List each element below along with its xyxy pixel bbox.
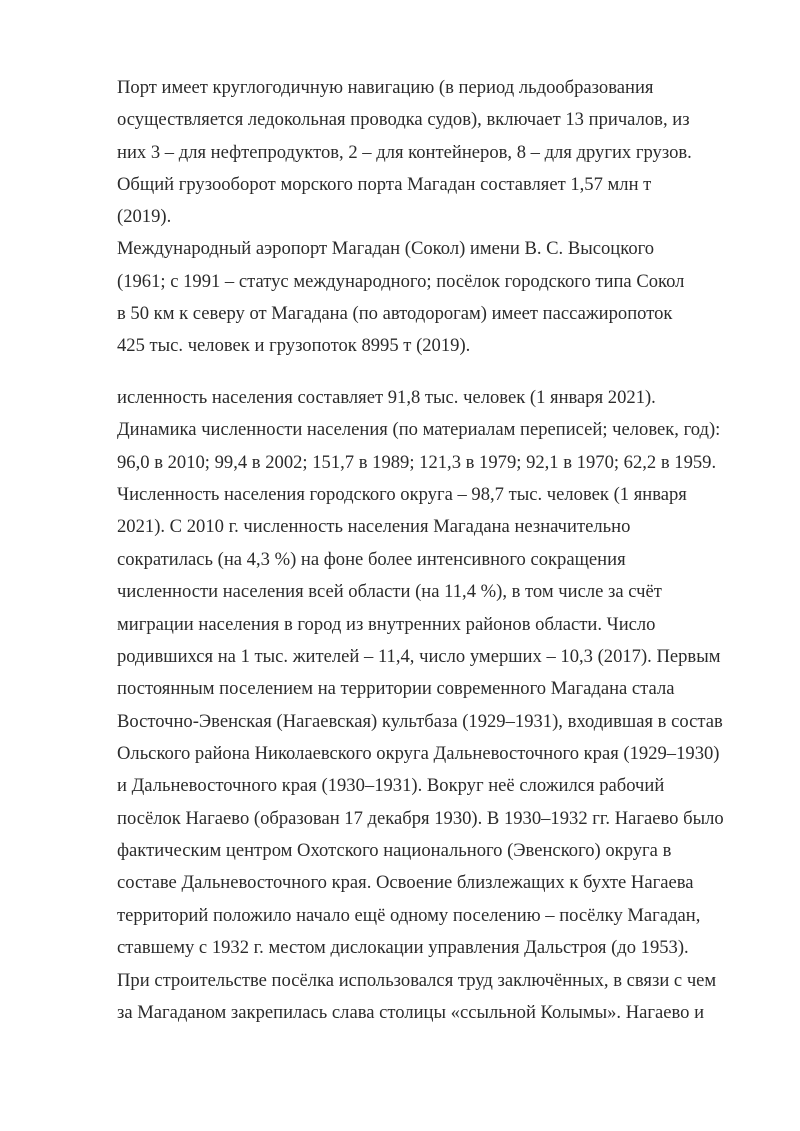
text-line: ставшему с 1932 г. местом дислокации управления Дальстроя (до 1953). — [117, 937, 689, 958]
text-line: сократилась (на 4,3 %) на фоне более интенсивного сокращения — [117, 549, 626, 570]
text-line: фактическим центром Охотского национального (Эвенского) округа в — [117, 840, 672, 861]
text-line: территорий положило начало ещё одному поселению – посёлку Магадан, — [117, 905, 701, 926]
text-line: Ольского района Николаевского округа Дальневосточного края (1929–1930) — [117, 743, 720, 764]
text-line: При строительстве посёлка использовался труд заключённых, в связи с чем — [117, 970, 717, 991]
text-line: Международный аэропорт Магадан (Сокол) имени В. С. Высоцкого — [117, 238, 655, 259]
text-line: Общий грузооборот морского порта Магадан составляет 1,57 млн т — [117, 174, 652, 195]
text-line: составе Дальневосточного края. Освоение близлежащих к бухте Нагаева — [117, 872, 694, 893]
text-line: них 3 – для нефтепродуктов, 2 – для контейнеров, 8 – для других грузов. — [117, 142, 692, 163]
text-line: численности населения всей области (на 11,4 %), в том числе за счёт — [117, 581, 662, 602]
text-line: родившихся на 1 тыс. жителей – 11,4, число умерших – 10,3 (2017). Первым — [117, 646, 721, 667]
text-line: Порт имеет круглогодичную навигацию (в период льдообразования — [117, 77, 654, 98]
text-line: в 50 км к северу от Магадана (по автодорогам) имеет пассажиропоток — [117, 303, 673, 324]
text-line: и Дальневосточного края (1930–1931). Вокруг неё сложился рабочий — [117, 775, 665, 796]
text-line: Численность населения городского округа – 98,7 тыс. человек (1 января — [117, 484, 687, 505]
text-line: 425 тыс. человек и грузопоток 8995 т (2019). — [117, 335, 471, 356]
text-line: миграции населения в город из внутренних районов области. Число — [117, 614, 656, 635]
text-line: (1961; с 1991 – статус международного; посёлок городского типа Сокол — [117, 271, 685, 292]
text-line: (2019). — [117, 206, 172, 227]
text-line: Восточно-Эвенская (Нагаевская) культбаза (1929–1931), входившая в состав — [117, 711, 723, 732]
text-line: исленность населения составляет 91,8 тыс. человек (1 января 2021). — [117, 387, 656, 408]
text-line: осуществляется ледокольная проводка судов), включает 13 причалов, из — [117, 109, 690, 130]
text-line: 2021). С 2010 г. численность населения Магадана незначительно — [117, 516, 631, 537]
text-line: Динамика численности населения (по материалам переписей; человек, год): — [117, 419, 721, 440]
text-line: 96,0 в 2010; 99,4 в 2002; 151,7 в 1989; 121,3 в 1979; 92,1 в 1970; 62,2 в 1959. — [117, 452, 717, 473]
text-line: постоянным поселением на территории современного Магадана стала — [117, 678, 675, 699]
text-line: за Магаданом закрепилась слава столицы «ссыльной Колымы». Нагаево и — [117, 1002, 705, 1023]
text-line: посёлок Нагаево (образован 17 декабря 1930). В 1930–1932 гг. Нагаево было — [117, 808, 724, 829]
